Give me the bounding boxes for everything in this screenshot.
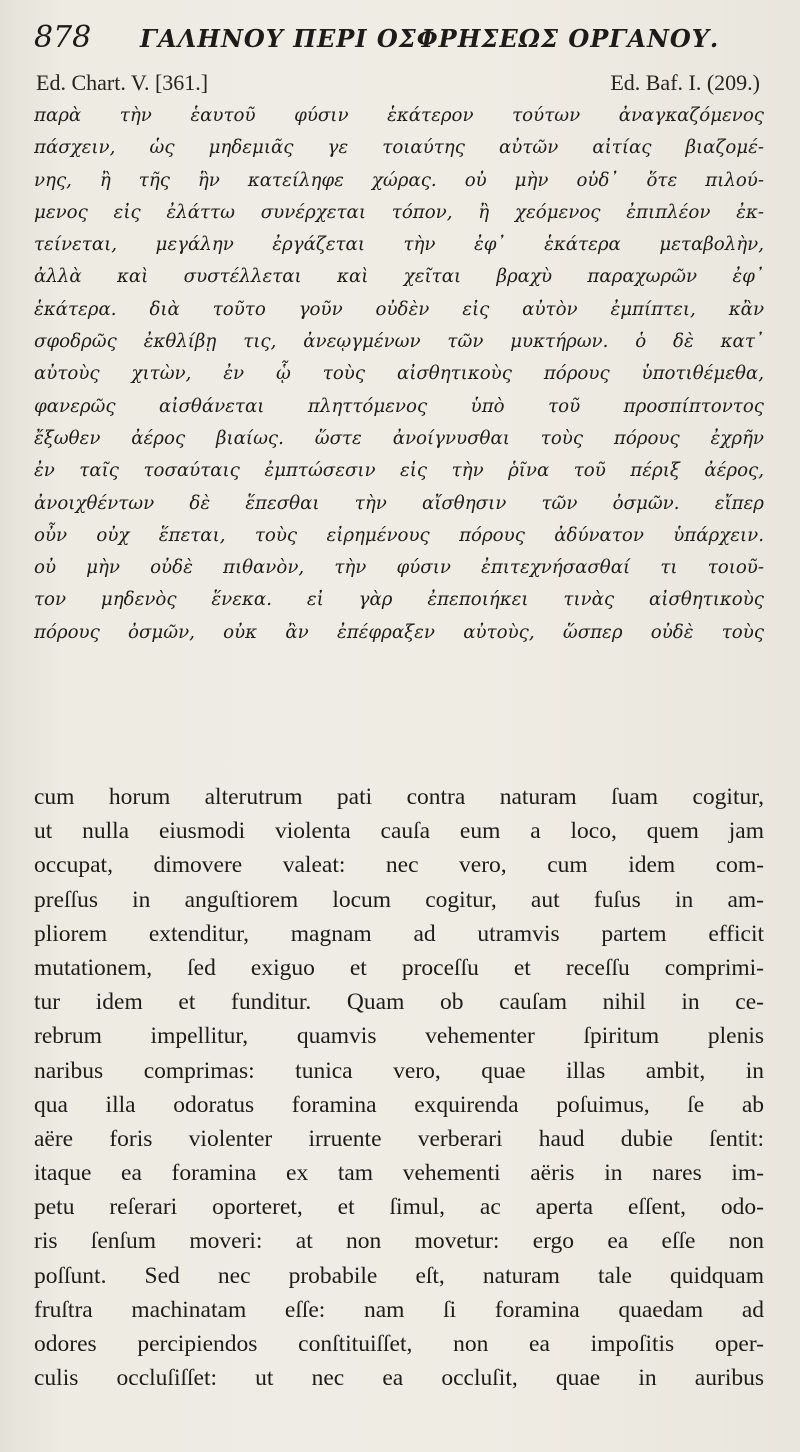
latin-text-line: mutationem, ſed exiguo et proceſſu et receſſu comprimi- (34, 954, 764, 981)
latin-text-line: fruſtra machinatam eſſe: nam ſi foramina quaedam ad (34, 1296, 764, 1323)
greek-text-line: ἐν ταῖς τοσαύταις ἐμπτώσεσιν εἰς τὴν ῥῖνα τοῦ πέριξ ἀέρος, (34, 460, 764, 482)
greek-text-line: ἔξωθεν ἀέρος βιαίως. ὥστε ἀνοίγνυσθαι τοὺς πόρους ἐχρῆν (34, 427, 764, 449)
greek-text-line: ἀλλὰ καὶ συστέλλεται καὶ χεῖται βραχὺ παραχωρῶν ἐφ᾽ (34, 266, 764, 288)
greek-text-line: τον μηδενὸς ἕνεκα. εἰ γὰρ ἐπεποιήκει τινὰς αἰσθητικοὺς (34, 589, 764, 611)
greek-text-line: μενος εἰς ἐλάττω συνέρχεται τόπον, ἢ χεόμενος ἐπιπλέον ἐκ- (34, 201, 764, 223)
greek-text-line: οὐ μὴν οὐδὲ πιθανὸν, τὴν φύσιν ἐπιτεχνήσασθαί τι τοιοῦ- (34, 557, 764, 579)
greek-text-line: ἑκάτερα. διὰ τοῦτο γοῦν οὐδὲν εἰς αὐτὸν ἐμπίπτει, κἂν (34, 298, 764, 320)
edition-reference-line (36, 70, 760, 98)
greek-text-line: οὖν οὐχ ἕπεται, τοὺς εἰρημένους πόρους ἀδύνατον ὑπάρχειν. (34, 524, 764, 546)
greek-text-line: ἀνοιχθέντων δὲ ἕπεσθαι τὴν αἴσθησιν τῶν ὀσμῶν. εἴπερ (34, 492, 764, 514)
greek-text-line: παρὰ τὴν ἑαυτοῦ φύσιν ἑκάτερον τούτων ἀναγκαζόμενος (34, 105, 764, 126)
latin-text-line: poſſunt. Sed nec probabile eſt, naturam tale quidquam (34, 1262, 764, 1289)
latin-text-line: culis occluſiſſet: ut nec ea occluſit, quae in auribus (34, 1365, 764, 1392)
latin-text-line: aëre foris violenter irruente verberari haud dubie ſentit: (34, 1125, 764, 1152)
greek-text-block (34, 100, 764, 649)
latin-text-line: preſſus in anguſtiorem locum cogitur, aut fuſus in am- (34, 886, 764, 913)
latin-text-line: itaque ea foramina ex tam vehementi aëris in nares im- (34, 1160, 764, 1187)
show-through-artifact (120, 730, 760, 752)
latin-text-line: occupat, dimovere valeat: nec vero, cum idem com- (34, 852, 764, 879)
running-title: ΓΑΛΗΝΟΥ ΠΕΡΙ ΟΣΦΡΗΣΕΩΣ ΟΡΓΑΝΟΥ. (140, 24, 720, 53)
greek-text-line: νης, ἢ τῆς ἣν κατείληφε χώρας. οὐ μὴν οὐδ᾽ ὅτε πιλού- (34, 169, 764, 191)
greek-text-line: πάσχειν, ὡς μηδεμιᾶς γε τοιαύτης αὐτῶν αἰτίας βιαζομέ- (34, 137, 764, 159)
latin-text-line: qua illa odoratus foramina exquirenda poſuimus, ſe ab (34, 1091, 764, 1118)
latin-text-line: naribus comprimas: tunica vero, quae illas ambit, in (34, 1057, 764, 1084)
latin-text-line: cum horum alterutrum pati contra naturam ſuam cogitur, (34, 784, 764, 810)
latin-text-line: petu reſerari oporteret, et ſimul, ac aperta eſſent, odo- (34, 1194, 764, 1221)
latin-text-line: odores percipiendos conſtituiſſet, non ea impoſitis oper- (34, 1331, 764, 1357)
greek-text-line: σφοδρῶς ἐκθλίβῃ τις, ἀνεῳγμένων τῶν μυκτήρων. ὁ δὲ κατ᾽ (34, 331, 764, 353)
latin-text-line: tur idem et funditur. Quam ob cauſam nihil in ce- (34, 989, 764, 1016)
greek-text-line: φανερῶς αἰσθάνεται πληττόμενος ὑπὸ τοῦ προσπίπτοντος (34, 395, 764, 417)
edition-reference-chartier: Ed. Chart. V. [361.] (36, 70, 209, 95)
latin-text-line: ris ſenſum moveri: at non movetur: ergo ea eſſe non (34, 1228, 764, 1255)
latin-text-line: ut nulla eiusmodi violenta cauſa eum a loco, quem jam (34, 818, 764, 845)
latin-text-line: rebrum impellitur, quamvis vehementer ſpiritum plenis (34, 1023, 764, 1050)
greek-text-line: τείνεται, μεγάλην ἐργάζεται τὴν ἐφ᾽ ἑκάτερα μεταβολὴν, (34, 234, 764, 256)
greek-text-line: αὐτοὺς χιτὼν, ἐν ᾧ τοὺς αἰσθητικοὺς πόρους ὑποτιθέμεθα, (34, 363, 764, 385)
page-header (30, 18, 780, 62)
latin-text-line: pliorem extenditur, magnam ad utramvis partem efficit (34, 920, 764, 947)
greek-text-line: πόρους ὀσμῶν, οὐκ ἂν ἐπέφραξεν αὐτοὺς, ὥσπερ οὐδὲ τοὺς (34, 621, 764, 643)
latin-text-block (34, 780, 764, 1395)
page-number: 878 (34, 20, 92, 55)
edition-reference-basel: Ed. Baf. I. (209.) (610, 70, 760, 95)
